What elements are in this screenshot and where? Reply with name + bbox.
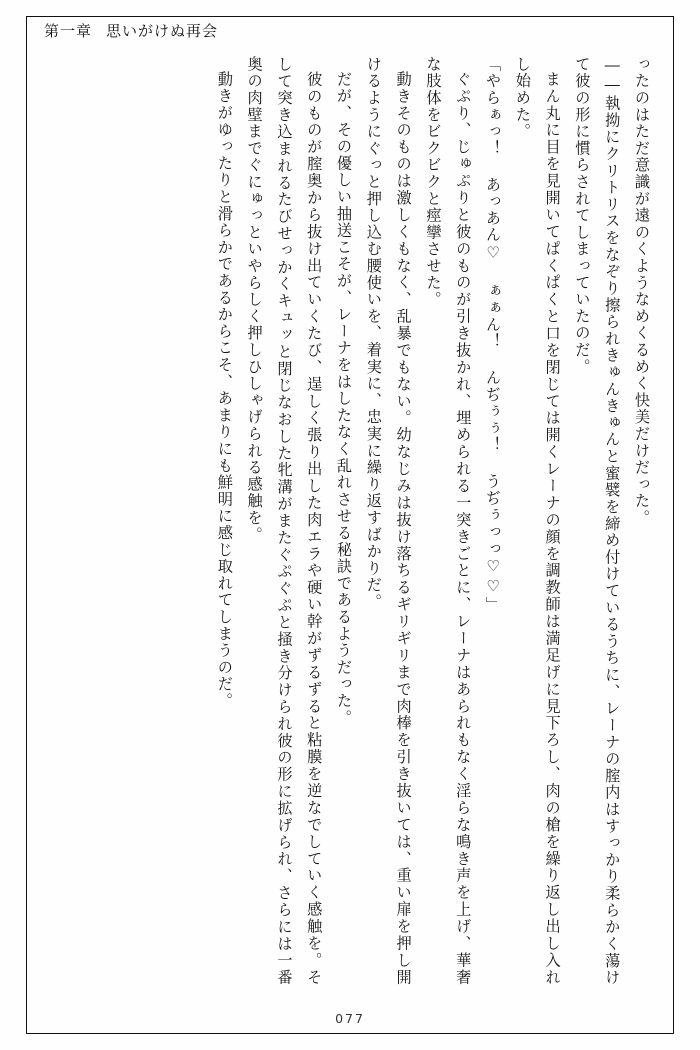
paragraph: だが、その優しい抽送こそが、レーナをはしたなく乱れさせる秘訣であるようだった。 [335, 71, 354, 727]
paragraph: 彼のものが腟奥から抜け出ていくたび、逞しく張り出した肉エラや硬い幹がずるずると粘膜を逆なでしていく感触を。そして突き込まれるたびせっかくキュッと閉じなおした牝溝がまたぐぷぐぷと掻き分けられ彼の形に拡げられ、さらには一番奥の肉壁までぐにゅっといやらしく押しひしゃげられる感触を。 [245, 56, 324, 986]
page-frame-right [673, 16, 674, 1034]
page-frame-left [26, 16, 27, 1034]
chapter-title: 思いがけぬ再会 [106, 22, 219, 40]
chapter-number: 第一章 [44, 22, 93, 40]
paragraph: 「やらぁっ！ あっあん♡ ぁぁん！ んぢぅぅ！ うぢぅっっ♡♡」 [484, 56, 503, 614]
page-frame-top [26, 16, 674, 17]
body-text [44, 56, 656, 986]
paragraph: 動きそのものは激しくもなく、乱暴でもない。幼なじみは抜け落ちるギリギリまで肉棒を引き抜いては、重い扉を押し開けるようにぐっと押し込む腰使いを、着実に、忠実に繰り返すばかりだ。 [364, 56, 413, 986]
paragraph: ぐぷり、じゅぷりと彼のものが引き抜かれ、埋められる一突きごとに、レーナはあられもなく淫らな鳴き声を上げ、華奢な肢体をビクビクと痙攣させた。 [424, 56, 473, 986]
paragraph: ったのはただ意識が遠のくようなめくるめく快美だけだった。 [633, 56, 651, 527]
chapter-header [44, 20, 218, 41]
paragraph: ――執拗にクリトリスをなぞり擦られきゅんきゅんと蜜襞を締め付けているうちに、レーナの腟内はすっかり柔らかく蕩けて彼の形に慣らされてしまっていたのだ。 [573, 56, 622, 986]
page-number: 077 [335, 1011, 365, 1026]
paragraph: まん丸に目を見開いてぱくぱくと口を閉じては開くレーナの顔を調教師は満足げに見下ろし、肉の槍を繰り返し出し入れし始めた。 [513, 56, 562, 986]
page-frame-bottom [26, 1033, 674, 1034]
paragraph: 動きがゆったりと滑らかであるからこそ、あまりにも鮮明に感じ取れてしまうのだ。 [215, 71, 234, 710]
